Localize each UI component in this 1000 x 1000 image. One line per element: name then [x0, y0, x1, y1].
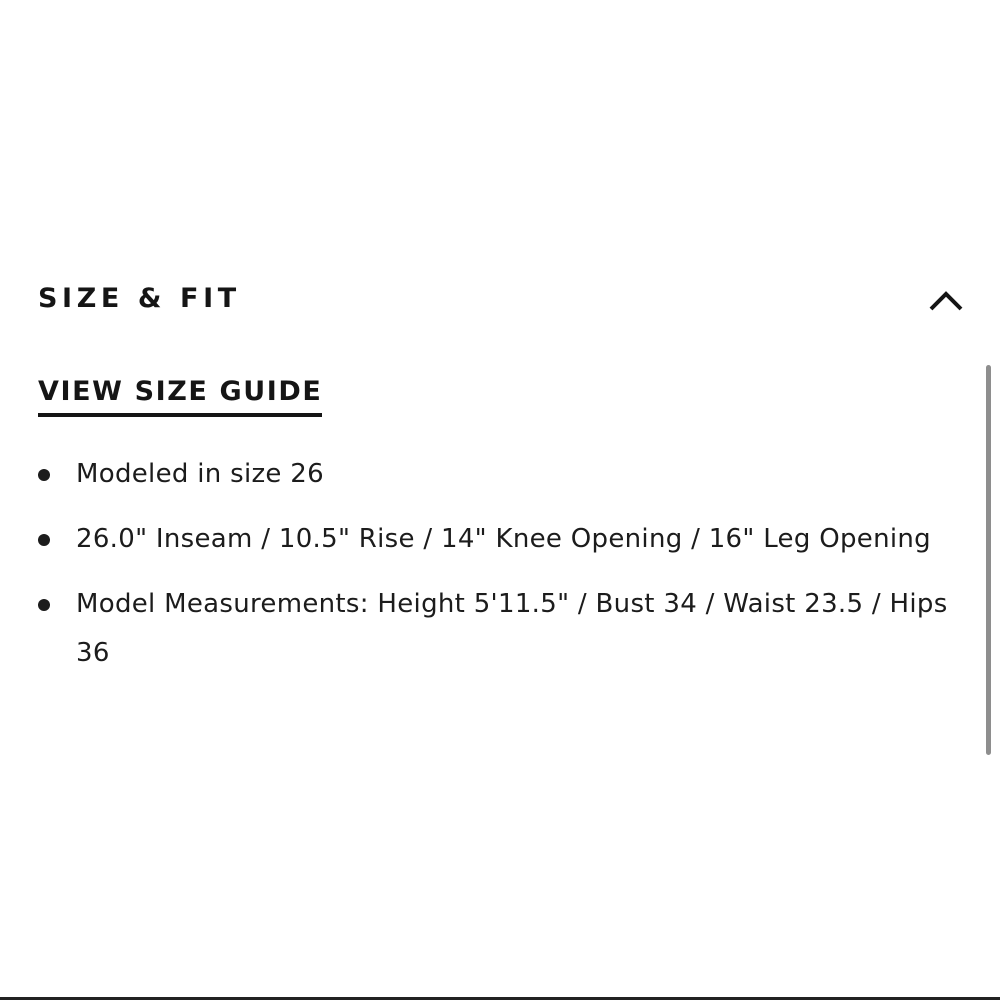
bullet-icon [38, 599, 50, 611]
list-item-text: Modeled in size 26 [76, 459, 324, 489]
scrollbar[interactable] [984, 365, 992, 755]
size-fit-details-list [0, 450, 975, 694]
scrollbar-thumb[interactable] [986, 365, 991, 755]
list-item [0, 515, 975, 564]
list-item-text: 26.0" Inseam / 10.5" Rise / 14" Knee Opening / 16" Leg Opening [76, 524, 931, 554]
view-size-guide-link[interactable]: VIEW SIZE GUIDE [38, 372, 322, 417]
chevron-up-icon[interactable] [926, 282, 966, 318]
size-fit-header[interactable] [38, 278, 966, 322]
bullet-icon [38, 534, 50, 546]
list-item [0, 580, 975, 678]
section-title: SIZE & FIT [38, 283, 241, 314]
list-item [0, 450, 975, 499]
list-item-text: Model Measurements: Height 5'11.5" / Bust 34 / Waist 23.5 / Hips 36 [76, 589, 948, 668]
bullet-icon [38, 469, 50, 481]
